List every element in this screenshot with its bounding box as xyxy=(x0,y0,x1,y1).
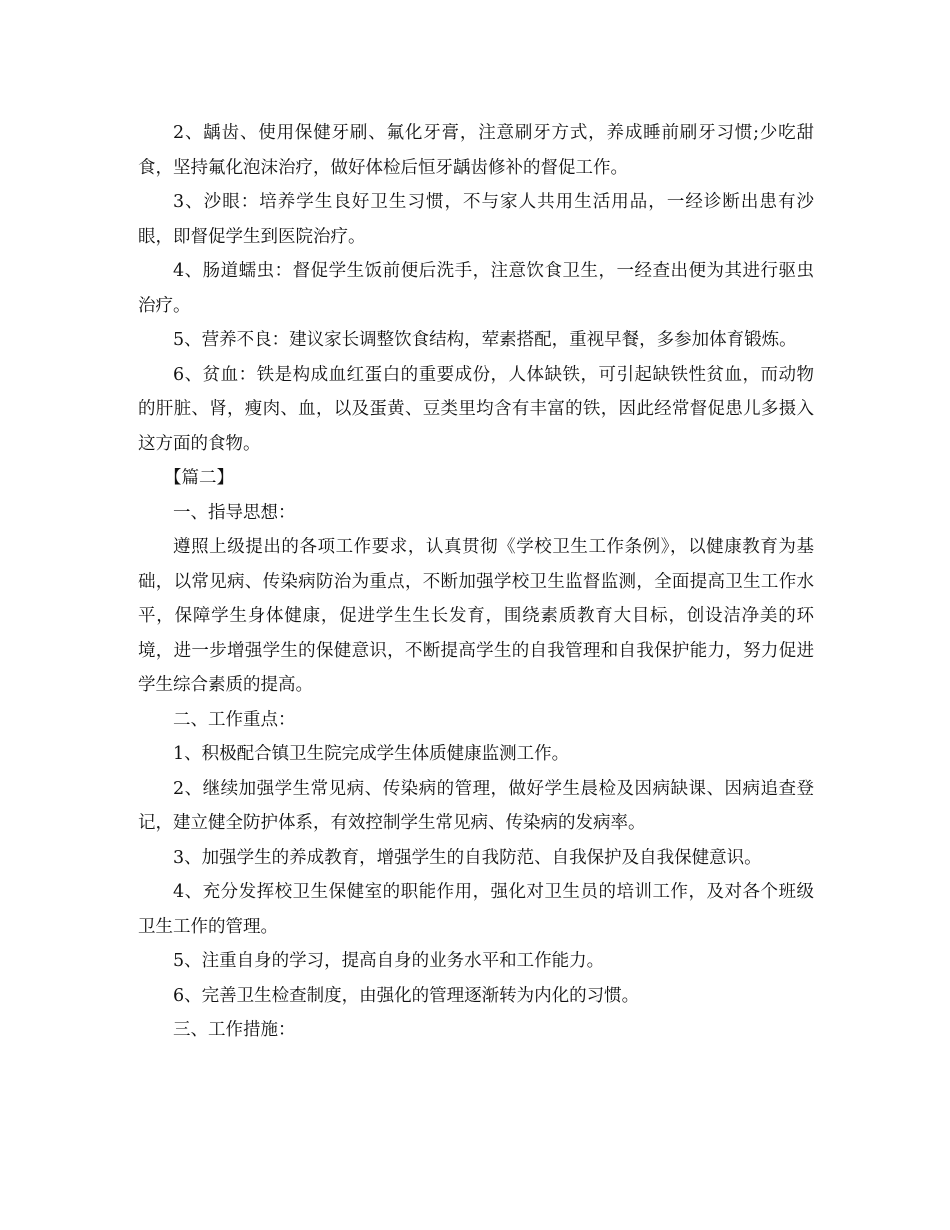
heading-work-measures: 三、工作措施： xyxy=(173,1020,296,1040)
paragraph-intestinal-worms: 4、肠道蠕虫：督促学生饭前便后洗手，注意饮食卫生，一经查出便为其进行驱虫治疗。 xyxy=(138,261,814,316)
paragraph-caries: 2、龋齿、使用保健牙刷、氟化牙膏，注意刷牙方式，养成睡前刷牙习惯;少吃甜食，坚持氟化泡沫治疗，做好体检后恒牙龋齿修补的督促工作。 xyxy=(138,123,814,178)
paragraph-trachoma: 3、沙眼：培养学生良好卫生习惯，不与家人共用生活用品，一经诊断出患有沙眼，即督促学生到医院治疗。 xyxy=(138,192,814,247)
heading-work-focus: 二、工作重点： xyxy=(173,709,296,730)
paragraph-malnutrition: 5、营养不良：建议家长调整饮食结构，荤素搭配，重视早餐，多参加体育锻炼。 xyxy=(173,330,797,350)
section-heading-part-two: 【篇二】 xyxy=(164,468,234,488)
paragraph-focus-5: 5、注重自身的学习，提高自身的业务水平和工作能力。 xyxy=(173,951,605,971)
paragraph-focus-2: 2、继续加强学生常见病、传染病的管理，做好学生晨检及因病缺课、因病追查登记，建立健全防护体系，有效控制学生常见病、传染病的发病率。 xyxy=(138,778,814,833)
paragraph-focus-4: 4、充分发挥校卫生保健室的职能作用，强化对卫生员的培训工作，及对各个班级卫生工作的管理。 xyxy=(138,882,814,937)
paragraph-anemia: 6、贫血：铁是构成血红蛋白的重要成份，人体缺铁，可引起缺铁性贫血，而动物的肝脏、肾，瘦肉、血，以及蛋黄、豆类里均含有丰富的铁，因此经常督促患儿多摄入这方面的食物。 xyxy=(138,364,814,454)
heading-guiding-ideology: 一、指导思想： xyxy=(173,502,296,523)
document-page xyxy=(138,116,814,1048)
paragraph-focus-1: 1、积极配合镇卫生院完成学生体质健康监测工作。 xyxy=(173,744,570,764)
paragraph-focus-6: 6、完善卫生检查制度，由强化的管理逐渐转为内化的习惯。 xyxy=(173,985,640,1006)
paragraph-focus-3: 3、加强学生的养成教育，增强学生的自我防范、自我保护及自我保健意识。 xyxy=(173,847,762,868)
paragraph-guiding-ideology: 遵照上级提出的各项工作要求，认真贯彻《学校卫生工作条例》，以健康教育为基础，以常见病、传染病防治为重点，不断加强学校卫生监督监测，全面提高卫生工作水平，保障学生身体健康，促进学生生长发育，围绕素质教育大目标，创设洁净美的环境，进一步增强学生的保健意识，不断提高学生的自我管理和自我保护能力，努力促进学生综合素质的提高。 xyxy=(138,537,814,695)
